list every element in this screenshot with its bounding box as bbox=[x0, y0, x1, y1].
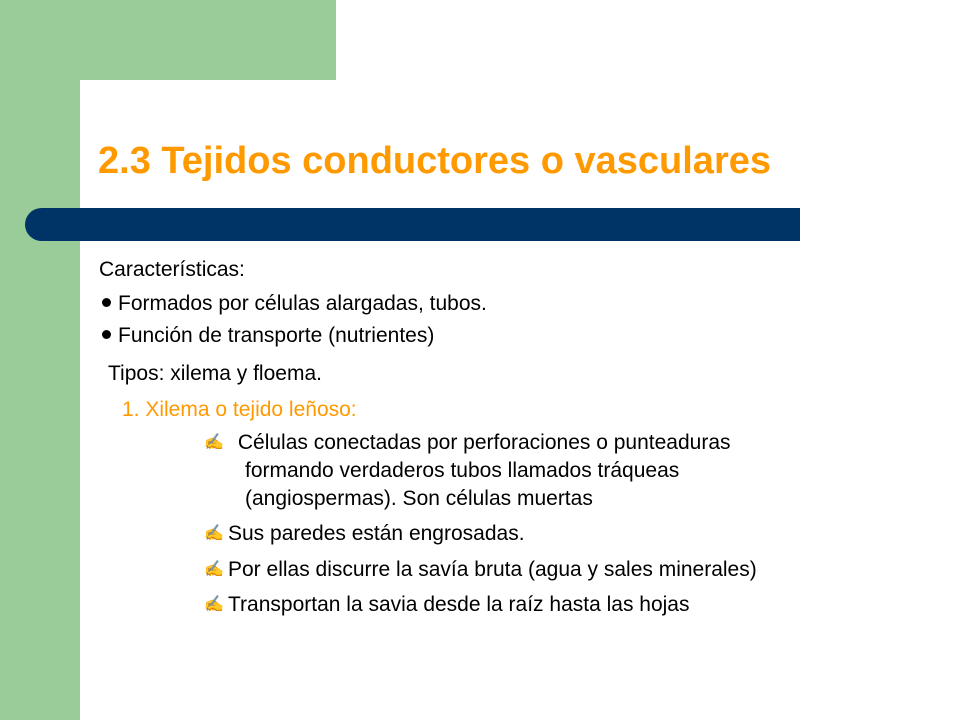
sub-bullet-text: Sus paredes están engrosadas. bbox=[228, 522, 525, 545]
bullet-text: Formados por células alargadas, tubos. bbox=[118, 292, 487, 315]
bullet-item bbox=[102, 292, 487, 316]
xylem-subheading: 1. Xilema o tejido leñoso: bbox=[122, 398, 357, 421]
writing-hand-icon: ✍ bbox=[204, 561, 224, 578]
title-underline-bar bbox=[25, 208, 800, 241]
sub-bullet-continuation: formando verdaderos tubos llamados tráqueas bbox=[245, 459, 680, 482]
sub-bullet-text: Transportan la savia desde la raíz hasta las hojas bbox=[228, 593, 690, 616]
writing-hand-icon: ✍ bbox=[204, 434, 224, 451]
sub-bullet-item bbox=[204, 522, 525, 546]
bullet-dot-icon bbox=[102, 298, 111, 307]
sub-bullet-item bbox=[204, 593, 689, 617]
decorative-top-band bbox=[0, 0, 336, 80]
types-line: Tipos: xilema y floema. bbox=[108, 362, 322, 385]
writing-hand-icon: ✍ bbox=[204, 596, 224, 613]
bullet-dot-icon bbox=[102, 330, 111, 339]
sub-bullet-text: Células conectadas por perforaciones o punteaduras bbox=[237, 431, 731, 454]
sub-bullet-continuation: (angiospermas). Son células muertas bbox=[245, 487, 593, 510]
characteristics-heading: Características: bbox=[99, 258, 245, 281]
decorative-side-band bbox=[0, 0, 80, 720]
bullet-item bbox=[102, 324, 434, 348]
bullet-text: Función de transporte (nutrientes) bbox=[118, 324, 435, 347]
sub-bullet-item bbox=[204, 558, 757, 582]
writing-hand-icon: ✍ bbox=[204, 525, 224, 542]
sub-bullet-text: Por ellas discurre la savía bruta (agua y sales minerales) bbox=[228, 558, 757, 581]
slide-title: 2.3 Tejidos conductores o vasculares bbox=[98, 140, 771, 182]
sub-bullet-item bbox=[204, 431, 731, 455]
